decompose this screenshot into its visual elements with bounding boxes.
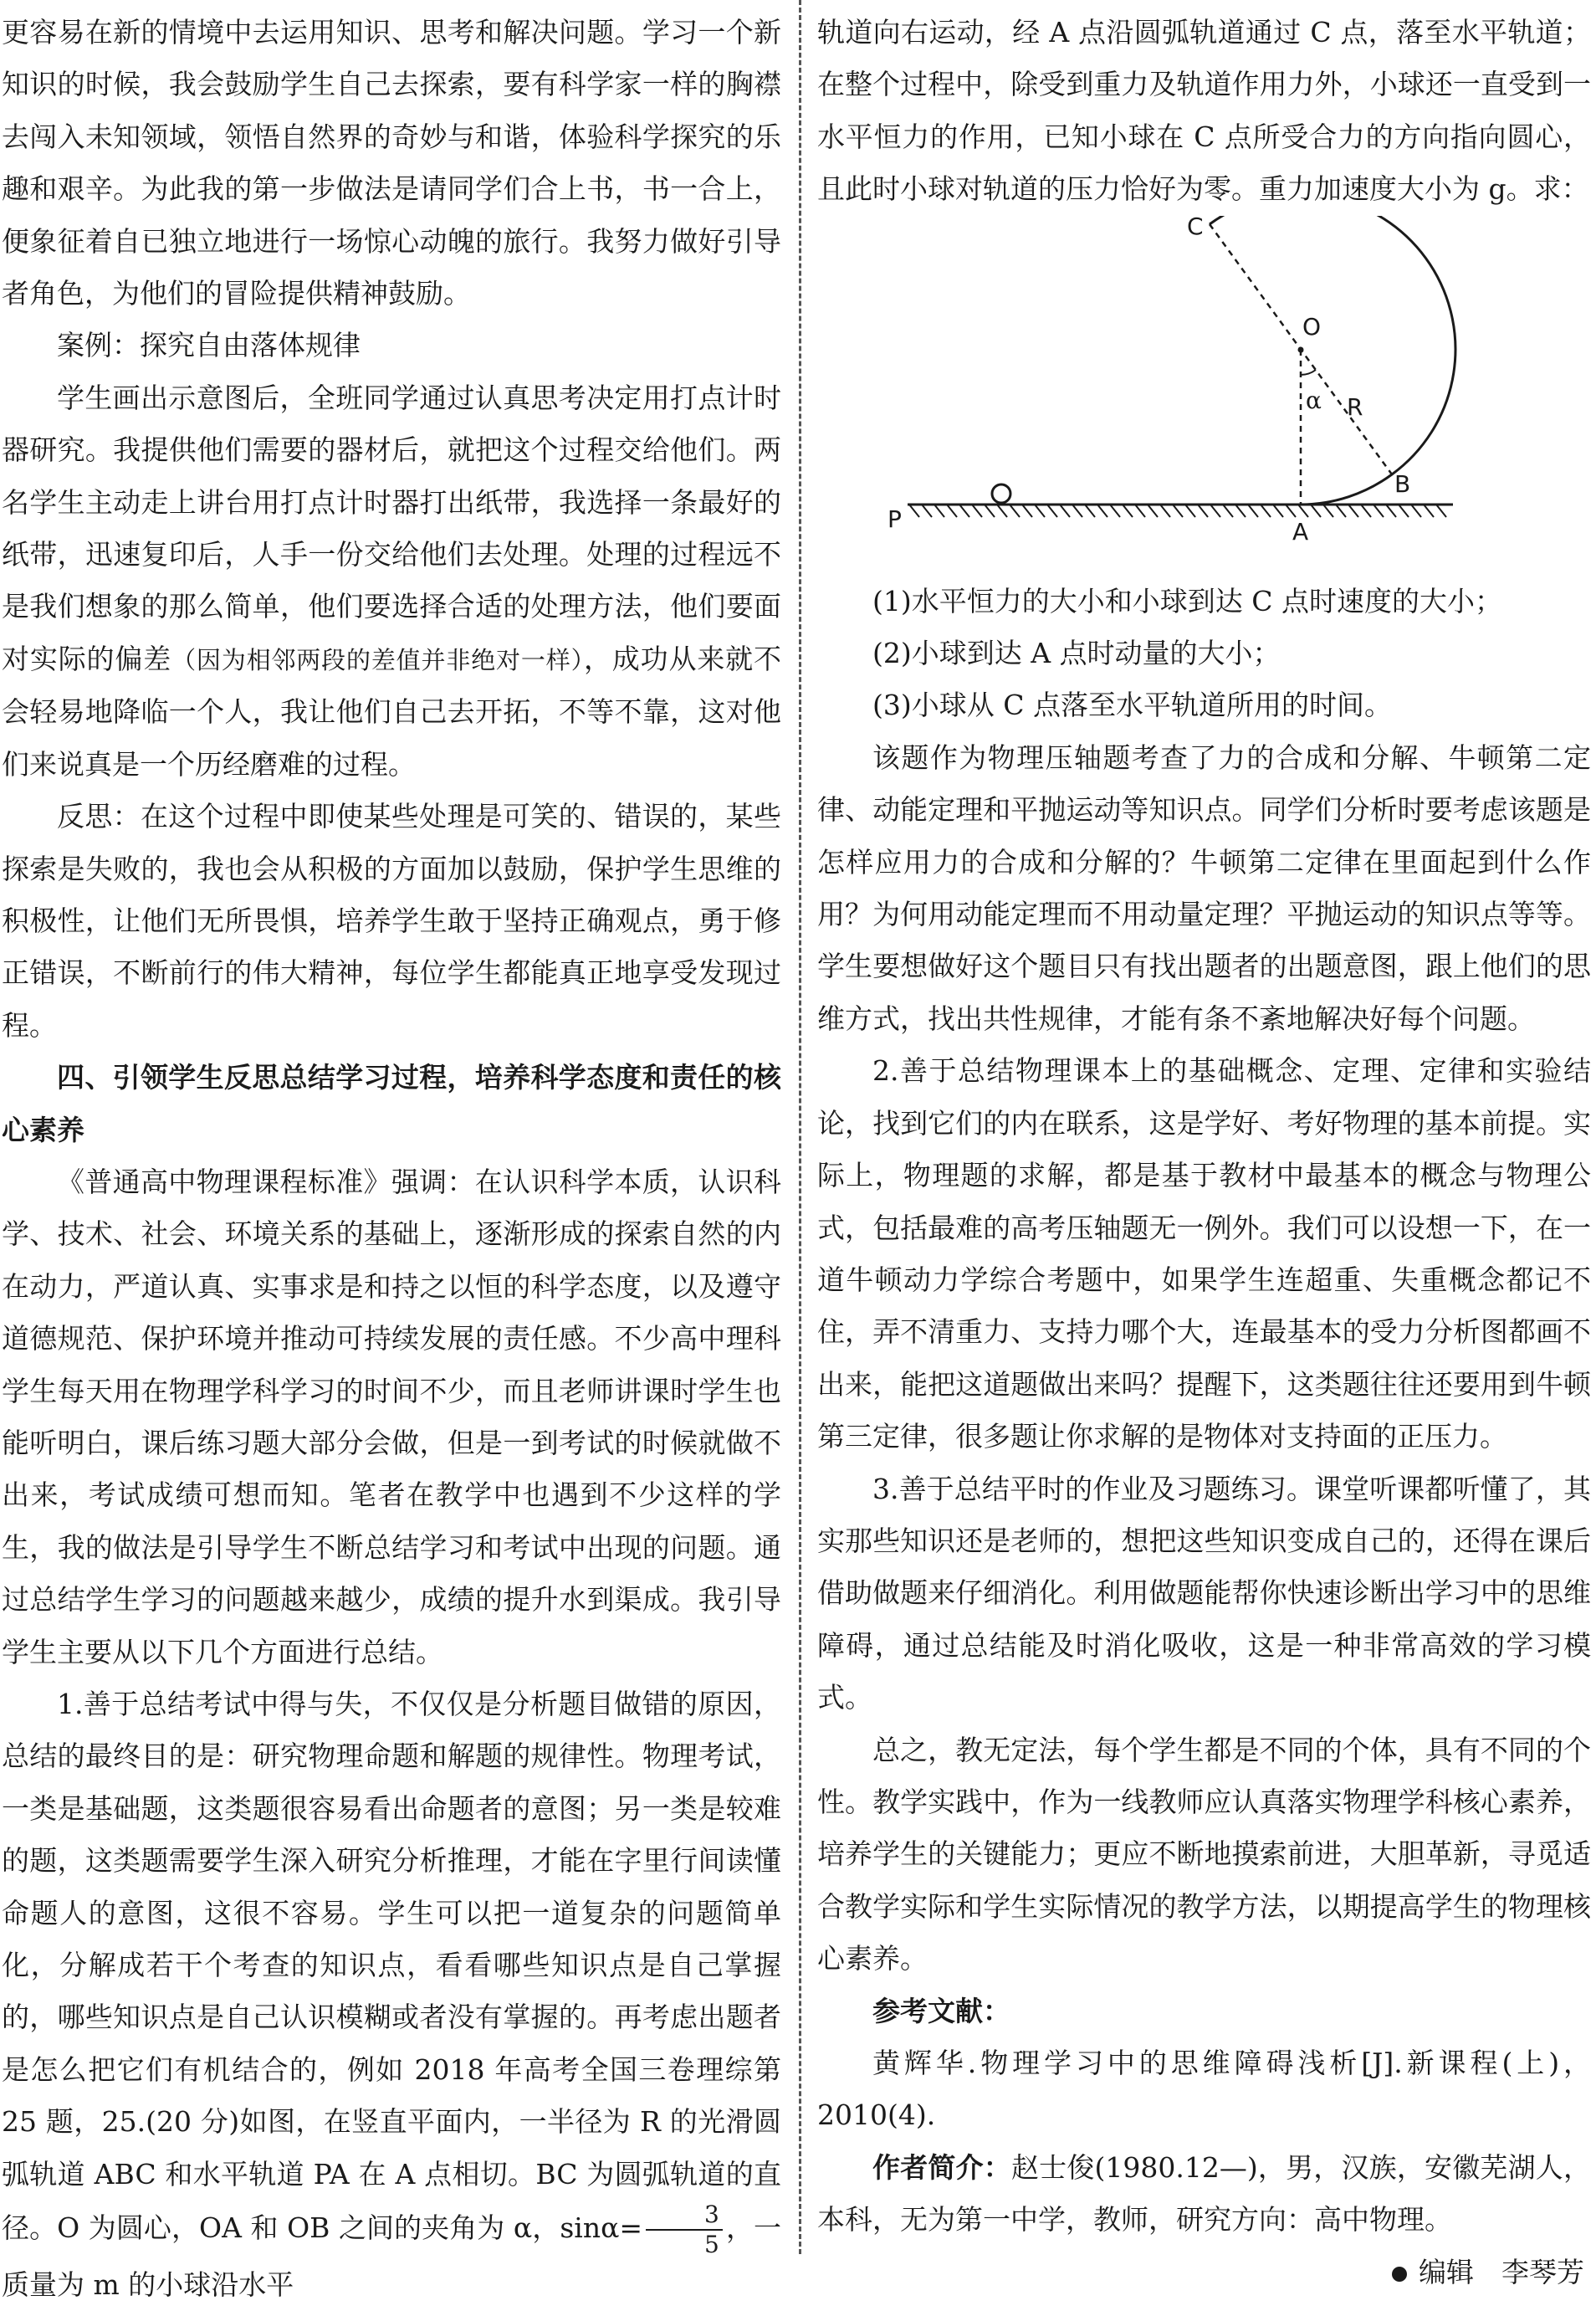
label-alpha: α (1306, 386, 1322, 414)
label-p: P (888, 505, 902, 533)
right-column (817, 7, 1591, 2298)
paragraph (2, 1678, 781, 2311)
section-heading: 四、引领学生反思总结学习过程，培养科学态度和责任的核心素养 (2, 1061, 781, 1146)
question-1: (1)水平恒力的大小和小球到达 C 点时速度的大小； (872, 584, 1502, 617)
label-o: O (1302, 312, 1322, 341)
paragraph-text: ，成功从来就不会轻易地降临一个人，我让他们自己去开拓，不等不靠，这对他们来说真是一个历经磨难的过程。 (2, 642, 782, 781)
label-c: C (1187, 215, 1204, 240)
fraction (646, 2201, 723, 2259)
fraction-denominator: 5 (704, 2231, 719, 2259)
paragraph: 总之，教无定法，每个学生都是不同的个体，具有不同的个性。教学实践中，作为一线教师应认真落实物理学科核心素养，培养学生的关键能力；更应不断地摸索前进，大胆革新，寻觅适合教学实际和学生实际情况的教学方法，以期提高学生的物理核心素养。 (817, 1733, 1591, 1975)
reference-item: 黄辉华.物理学习中的思维障碍浅析[J].新课程(上)，2010(4). (817, 2047, 1591, 2132)
paragraph: 2.善于总结物理课本上的基础概念、定理、定律和实验结论，找到它们的内在联系，这是学好、考好物理的基本前提。实际上，物理题的求解，都是基于教材中最基本的概念与物理公式，包括最难的高考压轴题无一例外。我们可以设想一下，在一道牛顿动力学综合考题中，如果学生连超重、失重概念都记不住，弄不清重力、支持力哪个大，连最基本的受力分析图都画不出来，能把这道题做出来吗？提醒下，这类题往往还要用到牛顿第三定律，很多题让你求解的是物体对支持面的正压力。 (817, 1054, 1591, 1453)
label-a: A (1292, 517, 1309, 546)
question-3: (3)小球从 C 点落至水平轨道所用的时间。 (872, 689, 1392, 722)
bullet-icon (1392, 2267, 1407, 2282)
paragraph-text: 1.善于总结考试中得与失，不仅仅是分析题目做错的原因，总结的最终目的是：研究物理命题和解题的规律性。物理考试，一类是基础题，这类题很容易看出命题者的意图；另一类是较难的题，这类题需要学生深入研究分析推理，才能在字里行间读懂命题人的意图，这很不容易。学生可以把一道复杂的问题简单化，分解成若干个考查的知识点，看看哪些知识点是自己掌握的，哪些知识点是自己认识模糊或者没有掌握的。再考虑出题者是怎么把它们有机结合的，例如 2018 年高考全国三卷理综第 25 题，25.(20 分)如图，在竖直平面内，一半径为 R 的光滑圆弧轨道 ABC 和水平轨道 PA 在 A 点相切。BC 为圆弧轨道的直径。O 为圆心，OA 和 OB 之间的夹角为 α，sinα= (2, 1688, 781, 2245)
case-title: 案例：探究自由落体规律 (57, 329, 361, 362)
paragraph-note: （因为相邻两段的差值并非绝对一样） (171, 645, 584, 674)
paragraph: 《普通高中物理课程标准》强调：在认识科学本质，认识科学、技术、社会、环境关系的基础上，逐渐形成的探索自然的内在动力，严道认真、实事求是和持之以恒的科学态度，以及遵守道德规范、保护环境并推动可持续发展的责任感。不少高中理科学生每天用在物理学科学习的时间不少，而且老师讲课时学生也能听明白，课后练习题大部分会做，但是一到考试的时候就做不出来，考试成绩可想而知。笔者在教学中也遇到不少这样的学生，我的做法是引导学生不断总结学习和考试中出现的问题。通过总结学生学习的问题越来越少，成绩的提升水到渠成。我引导学生主要从以下几个方面进行总结。 (2, 1165, 781, 1668)
label-b: B (1394, 469, 1411, 498)
center-point (1298, 346, 1304, 352)
references-title: 参考文献： (872, 1994, 1010, 2027)
label-r: R (1347, 392, 1363, 421)
ground-hatching (909, 505, 1446, 517)
angle-arc (1301, 370, 1316, 375)
paragraph: 反思：在这个过程中即使某些处理是可笑的、错误的，某些探索是失败的，我也会从积极的方面加以鼓励，保护学生思维的积极性，让他们无所畏惧，培养学生敢于坚持正确观点，勇于修正错误，不断前行的伟大精神，每位学生都能真正地享受发现过程。 (2, 800, 781, 1042)
question-2: (2)小球到达 A 点时动量的大小； (872, 637, 1281, 670)
physics-figure (817, 216, 1591, 576)
editor-text: 编辑 李琴芳 (1419, 2255, 1584, 2288)
column-divider (799, 0, 801, 2254)
paragraph: 3.善于总结平时的作业及习题练习。课堂听课都听懂了，其实那些知识还是老师的，想把这些知识变成自己的，还得在课后借助做题来仔细消化。利用做题能帮你快速诊断出学习中的思维障碍，通过总结能及时消化吸收，这是一种非常高效的学习模式。 (817, 1472, 1591, 1714)
track-diagram (817, 216, 1591, 576)
paragraph: 轨道向右运动，经 A 点沿圆弧轨道通过 C 点，落至水平轨道；在整个过程中，除受到重力及轨道作用力外，小球还一直受到一水平恒力的作用，已知小球在 C 点所受合力的方向指向圆心，且此时小球对轨道的压力恰好为零。重力加速度大小为 g。求： (817, 16, 1591, 206)
arc-track (1210, 216, 1455, 505)
fraction-numerator: 3 (646, 2201, 723, 2231)
author-bio (817, 2142, 1591, 2247)
paragraph: 更容易在新的情境中去运用知识、思考和解决问题。学习一个新知识的时候，我会鼓励学生自己去探索，要有科学家一样的胸襟去闯入未知领域，领悟自然界的奇妙与和谐，体验科学探究的乐趣和艰辛。为此我的第一步做法是请同学们合上书，书一合上，便象征着自已独立地进行一场惊心动魄的旅行。我努力做好引导者角色，为他们的冒险提供精神鼓励。 (2, 16, 781, 310)
paragraph: 该题作为物理压轴题考查了力的合成和分解、牛顿第二定律、动能定理和平抛运动等知识点。同学们分析时要考虑该题是怎样应用力的合成和分解的？牛顿第二定律在里面起到什么作用？为何用动能定理而不用动量定理？平抛运动的知识点等等。学生要想做好这个题目只有找出题者的出题意图，跟上他们的思维方式，找出共性规律，才能有条不紊地解决好每个问题。 (817, 740, 1591, 1035)
author-label: 作者简介： (872, 2150, 1011, 2184)
paragraph-text: 学生画出示意图后，全班同学通过认真思考决定用打点计时器研究。我提供他们需要的器材后，就把这个过程交给他们。两名学生主动走上讲台用打点计时器打出纸带，我选择一条最好的纸带，迅速复印后，人手一份交给他们去处理。处理的过程远不是我们想象的那么简单，他们要选择合适的处理方法，他们要面对实际的偏差 (2, 381, 781, 675)
left-column (2, 7, 781, 2311)
paragraph (2, 372, 781, 791)
ball (992, 484, 1010, 503)
paragraph-text: ，一质量为 m 的小球沿水平 (2, 2211, 782, 2302)
author-text: 赵士俊(1980.12—)，男，汉族，安徽芜湖人，本科，无为第一中学，教师，研究方向：高中物理。 (817, 2150, 1592, 2237)
